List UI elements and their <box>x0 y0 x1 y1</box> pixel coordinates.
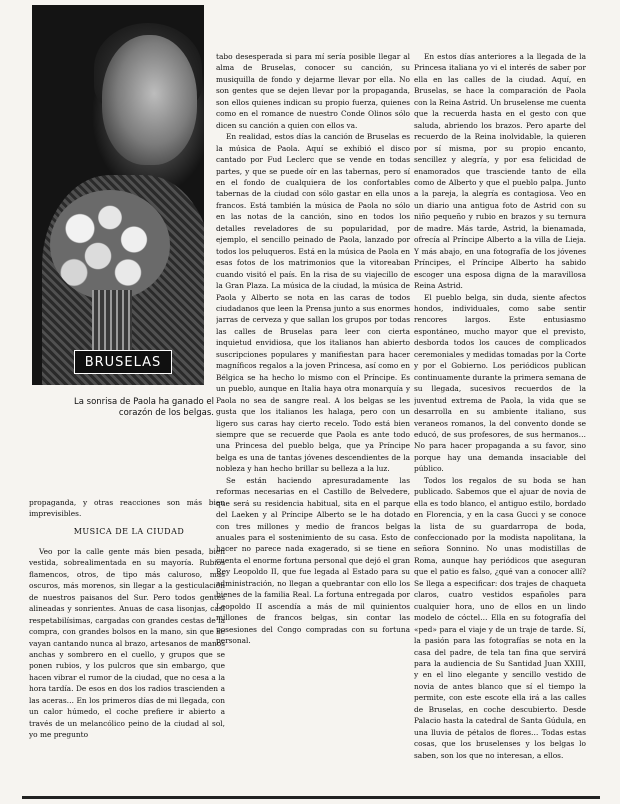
bruselas-badge: BRUSELAS <box>74 350 172 374</box>
photo-caption: La sonrisa de Paola ha ganado el corazón de los belgas. <box>74 397 214 418</box>
column-1 <box>29 497 225 802</box>
column-2 <box>216 51 410 791</box>
col1-body: Veo por la calle gente más bien pesada, bien vestida, sobrealimentada en su mayoría. Rubios flamencos, otros, de tipo más caluroso, más oscuros, más morenos, sin llegar a la gesticulación de nuestros paisanos del Sur. Pero todos gentes alineadas y sonrientes. Anuas de casa lisonjas, casi respetabilísimas, cargadas con grandes cestas de la compra, con grandes bolsos en la mano, sin que se vayan cantando nunca al brazo, artesanos de manos anchas y sombrero en el cuello, y grupos que se ponen rubios, y los pulcros que sin embargo, que hacen vibrar el rumor de la ciudad, que no cesa a la hora tardía. De esos en dos los radios trascienden a las aceras… En los primeros días de mi llegada, con un calor húmedo, el coche prefiere ir abierto a través de un melancólico peino de la ciudad al sol, yo me pregunto <box>29 546 225 740</box>
photo-paola <box>32 5 204 385</box>
col2-paragraph-1: tabo desesperada si para mí sería posible llegar al alma de Bruselas, conocer su canción, su musiquilla de fondo y dejarme llevar por ella. No son gentes que se dejen llevar por la propaganda, son ellos quienes indican su propio fuerza, quienes como en el romance de nuestro Conde Olinos sólo dicen su canción a quien con ellos va. <box>216 52 410 130</box>
col2-paragraph-2: En realidad, estos días la canción de Bruselas es la música de Paola. Aquí se exhibió el disco cantado por Fud Leclerc que se vende en todas partes, y que se puede oír en las tabernas, pero sí en el fondo de cualquiera de los confortables tabernas de la ciudad con sólo gastar en ella unos francos. Está también la música de Paola no sólo en las notas de la canción, sino en todos los detalles reveladores de su popularidad, por ejemplo, el sencillo peinado de Paola, lanzado por todos los peluqueros. Está en la música de Paola en esas fotos de los matrimonios que la vitoreaban cuando visitó el país. En la risa de su viajecillo de la Gran Plaza. La música de la ciudad, la música de Paola y Alberto se nota en las caras de todos ciudadanos que leen la Prensa junto a sus enormes jarras de cerveza y que sallan los grupos por todas las calles de Bruselas para leer con cierta inquietud envidiosa, que los italianos han abierto suscripciones populares y manifiestan para hacer magníficos regalos a la joven Princesa, así como en Bélgica se ha hecho lo mismo con el Príncipe. Es un pueblo, aunque en Italia haya otra monarquía y Paola no sea de sangre real. A los belgas se les gusta que los italianos les halaga, pero con un ligero sus caras hay cierto recelo. Todo está bien siempre que se recuerde que Paola es ante todo una Princesa del pueblo belga, que ya Príncipe belga es una de tantas jóvenes descendientes de la nobleza y han hecho brillar su belleza a la luz. <box>216 132 410 474</box>
section-subhead: MUSICA DE LA CIUDAD <box>73 527 185 536</box>
col1-intro: propaganda, y otras reacciones son más bien imprevisibles. <box>29 498 225 519</box>
col3-paragraph-3: Todos los regalos de su boda se han publicado. Sabemos que el ajuar de novia de ella es todo blanco, el antiguo estilo, bordado en Florencia, y en la casa Gucci y se conoce la lista de su guardarropa de boda, confeccionado por la modista napolitana, la señora Sonnino. No unas modistillas de Roma, aunque hay periódicos que aseguran que el patio es falso, ¿qué van a conocer allí? Se llega a especificar: dos trajes de chaqueta claros, cuatro vestidos españoles para cualquier hora, uno de ellos en un lindo modelo de cóctel… Ella en su fotografía del «ped» para el viaje y de un traje de tarde. Sí, la pasión para las fotografías se nota en la casa del padre, de tela tan fina que servirá para la audiencia de Su Santidad Juan XXIII, y en el lino elegante y sencillo vestido de novia de antes blanco que sí el tiempo la permite, con este escote ella irá a las calles de Bruselas, en coche descubierto. Desde Palacio hasta la catedral de Santa Gúdula, en una lluvia de pétalos de flores… Todas estas cosas, que los bruselenses y los belgas lo saben, son los que no interesan, a ellos. <box>414 475 586 760</box>
photo-bouquet-shape <box>50 190 170 300</box>
photo-face-shape <box>102 35 197 165</box>
col2-paragraph-3: Se están haciendo apresuradamente las reformas necesarias en el Castillo de Belvedere, que será su residencia habitual, sita en el parque del Laeken y al Príncipe Alberto se le ha dotado con tres millones y medio de francos belgas anuales para el sostenimiento de su casa. Esto de hacer no parece nada exagerado, si se tiene en cuenta el enorme fortuna personal que dejó el gran Rey Leopoldo II, que fue legada al Estado para su administración, no llegan a quebrantar con ello los bienes de la familia Real. La fortuna entregada por Leopoldo II ascendía a más de mil quinientos millones de francos belgas, sin contar las posesiones del Congo compradas con su fortuna personal. <box>216 475 410 646</box>
bottom-rule <box>22 796 600 799</box>
column-3 <box>414 51 586 791</box>
col3-paragraph-2: El pueblo belga, sin duda, siente afectos hondos, individuales, como sabe sentir rencores largos. Este entusiasmo espontáneo, mucho mayor que el previsto, desborda todos los cauces de complicados ceremoniales y medidas tomadas por la Corte y por el Gobierno. Los periódicos publican continuamente durante la primera semana de su llegada, sucesivos recuerdos de la juventud extrema de Paola, la vida que se desarrolla en su ambiente italiano, sus veraneos romanos, la del convento donde se educó, de sus profesores, de sus hermanos… No para hacer propaganda a su favor, sino porque hay una demanda insaciable del público. <box>414 292 586 474</box>
col3-paragraph-1: En estos días anteriores a la llegada de la Princesa italiana yo vi el interés de saber por ella en las calles de la ciudad. Aquí, en Bruselas, se hace la comparación de Paola con la Reina Astrid. Un bruselense me cuenta que la recuerda hasta en el gesto con que saluda, abriendo los brazos. Pero aparte del recuerdo de la Reina inolvidable, la quieren por sí misma, por su propio encanto, sencillez y alegría, y por esa felicidad de enamorados que trasciende tanto de ella como de Alberto y que el pueblo palpa. Junto a la pareja, la alegría es contagiosa. Veo en un diario una antigua foto de Astrid con su niño pequeño y rubio en brazos y su ternura de madre. Más tarde, Astrid, la bienamada, ofrecía al Príncipe Alberto a la villa de Lieja. Y más abajo, en una fotografía de los jóvenes Príncipes, el Príncipe Alberto ha sabido escoger una esposa digna de la maravillosa Reina Astrid. <box>414 52 586 291</box>
